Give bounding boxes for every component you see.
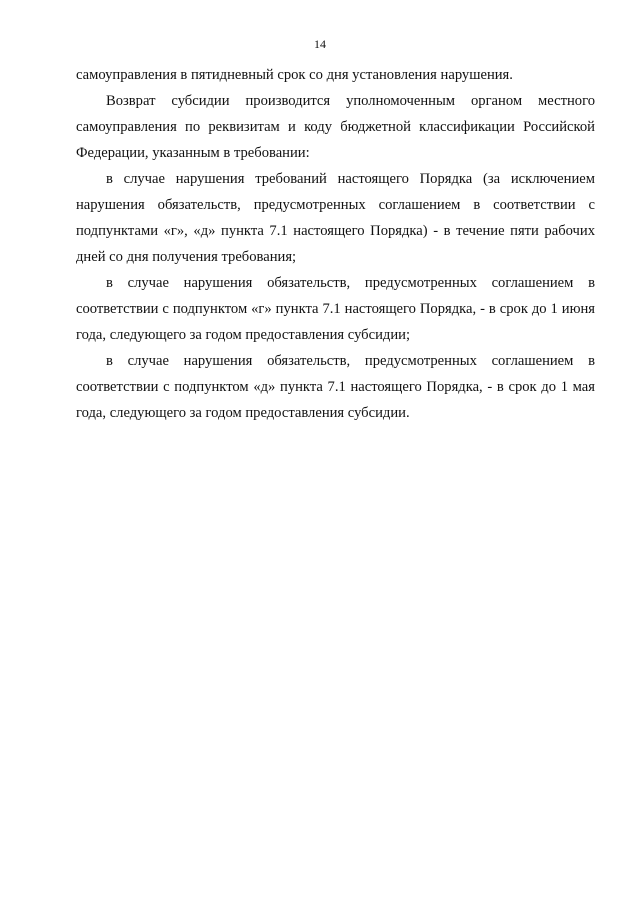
- paragraph-subsidy-return: Возврат субсидии производится уполномоченным органом местного самоуправления по реквизитам и коду бюджетной классификации Российской Федерации, указанным в требовании:: [76, 93, 595, 161]
- document-body: [76, 62, 595, 426]
- page-number: 14: [314, 37, 326, 51]
- paragraph-continuation: самоуправления в пятидневный срок со дня установления нарушения.: [76, 67, 513, 83]
- paragraph-requirements-violation: в случае нарушения требований настоящего Порядка (за исключением нарушения обязательств, предусмотренных соглашением в соответствии с подпунктами «г», «д» пункта 7.1 настоящего Порядка) - в течение пяти рабочих дней со дня получения требования;: [76, 171, 595, 265]
- paragraph-obligation-d: в случае нарушения обязательств, предусмотренных соглашением в соответствии с подпунктом «д» пункта 7.1 настоящего Порядка, - в срок до 1 мая года, следующего за годом предоставления субсидии.: [76, 353, 595, 421]
- paragraph-obligation-g: в случае нарушения обязательств, предусмотренных соглашением в соответствии с подпунктом «г» пункта 7.1 настоящего Порядка, - в срок до 1 июня года, следующего за годом предоставления субсидии;: [76, 275, 595, 343]
